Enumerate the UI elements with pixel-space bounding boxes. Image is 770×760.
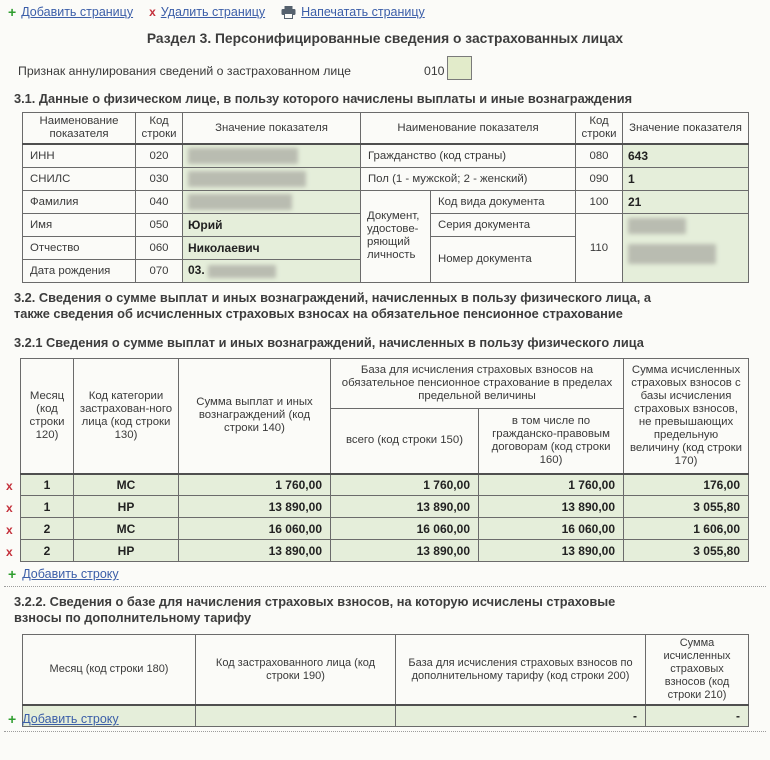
redacted-value bbox=[628, 244, 716, 264]
row-code: 090 bbox=[576, 167, 623, 190]
payments-cell[interactable]: 13 890,00 bbox=[179, 540, 331, 562]
section-3-1-heading: 3.1. Данные о физическом лице, в пользу которого начислены выплаты и иные вознаграждения bbox=[14, 91, 633, 106]
col-header-month: Месяц (код строки 180) bbox=[23, 635, 196, 706]
print-page-button[interactable] bbox=[281, 5, 425, 19]
row-code: 040 bbox=[136, 190, 183, 213]
x-icon: x bbox=[149, 5, 156, 19]
month-cell[interactable]: 1 bbox=[21, 474, 74, 496]
col-header-base: База для исчисления страховых взносов по дополнительному тарифу (код строки 200) bbox=[396, 635, 646, 706]
add-row-button[interactable] bbox=[8, 567, 119, 581]
redacted-value bbox=[188, 194, 292, 210]
category-cell[interactable]: НР bbox=[74, 540, 179, 562]
payments-cell[interactable]: 13 890,00 bbox=[179, 496, 331, 518]
field-label-firstname: Имя bbox=[23, 213, 136, 236]
col-header-person-code: Код застрахованного лица (код строки 190) bbox=[196, 635, 396, 706]
delete-row-icon[interactable]: x bbox=[6, 479, 13, 493]
delete-row-icon[interactable]: x bbox=[6, 545, 13, 559]
section-3-2-2-heading: 3.2.2. Сведения о базе для начисления страховых взносов, на которую исчислены страховые взносы по дополнительному тарифу bbox=[14, 594, 616, 625]
plus-icon: + bbox=[8, 711, 17, 727]
row-code: 060 bbox=[136, 236, 183, 259]
inn-value-field[interactable] bbox=[183, 144, 361, 167]
month-cell[interactable]: 2 bbox=[21, 540, 74, 562]
category-cell[interactable]: МС bbox=[74, 474, 179, 496]
citizenship-value-field[interactable]: 643 bbox=[623, 144, 749, 167]
payments-cell[interactable]: 16 060,00 bbox=[179, 518, 331, 540]
row-code: 030 bbox=[136, 167, 183, 190]
row-code: 110 bbox=[576, 213, 623, 282]
payments-cell[interactable]: 1 760,00 bbox=[179, 474, 331, 496]
col-header-base-civil: в том числе по гражданско-правовым договорам (код строки 160) bbox=[479, 409, 624, 474]
field-label-patronymic: Отчество bbox=[23, 236, 136, 259]
sum-cell[interactable]: - bbox=[646, 705, 749, 726]
col-header: Код строки bbox=[136, 113, 183, 145]
surname-value-field[interactable] bbox=[183, 190, 361, 213]
payments-table bbox=[20, 358, 749, 562]
col-header-base-group: База для исчисления страховых взносов на обязательное пенсионное страхование в пределах предельной величины bbox=[331, 359, 624, 409]
base-civil-cell[interactable]: 16 060,00 bbox=[479, 518, 624, 540]
base-civil-cell[interactable]: 1 760,00 bbox=[479, 474, 624, 496]
base-total-cell[interactable]: 13 890,00 bbox=[331, 496, 479, 518]
snils-value-field[interactable] bbox=[183, 167, 361, 190]
table-row bbox=[21, 496, 749, 518]
section-divider bbox=[4, 731, 766, 732]
field-label-inn: ИНН bbox=[23, 144, 136, 167]
table-row bbox=[21, 518, 749, 540]
col-header: Значение показателя bbox=[183, 113, 361, 145]
add-row-link[interactable]: Добавить строку bbox=[22, 567, 119, 581]
field-label-gender: Пол (1 - мужской; 2 - женский) bbox=[361, 167, 576, 190]
col-header-month: Месяц (код строки 120) bbox=[21, 359, 74, 474]
base-civil-cell[interactable]: 13 890,00 bbox=[479, 496, 624, 518]
delete-page-link[interactable]: Удалить страницу bbox=[160, 5, 266, 19]
redacted-value bbox=[208, 265, 276, 278]
gender-value-field[interactable]: 1 bbox=[623, 167, 749, 190]
field-label-citizenship: Гражданство (код страны) bbox=[361, 144, 576, 167]
table-row bbox=[23, 705, 749, 726]
toolbar bbox=[8, 5, 425, 19]
col-header: Наименование показателя bbox=[23, 113, 136, 145]
row-code: 080 bbox=[576, 144, 623, 167]
section-divider bbox=[4, 586, 766, 587]
annulment-label: Признак аннулирования сведений о застрахованном лице bbox=[18, 64, 352, 78]
table-row bbox=[21, 474, 749, 496]
table-row bbox=[21, 540, 749, 562]
col-header-base-total: всего (код строки 150) bbox=[331, 409, 479, 474]
delete-row-icon[interactable]: x bbox=[6, 523, 13, 537]
base-civil-cell[interactable]: 13 890,00 bbox=[479, 540, 624, 562]
plus-icon: + bbox=[8, 566, 17, 582]
base-total-cell[interactable]: 1 760,00 bbox=[331, 474, 479, 496]
row-code: 070 bbox=[136, 259, 183, 282]
row-code: 100 bbox=[576, 190, 623, 213]
patronymic-value-field[interactable]: Николаевич bbox=[183, 236, 361, 259]
doc-kind-value-field[interactable]: 21 bbox=[623, 190, 749, 213]
annulment-input[interactable] bbox=[447, 56, 472, 80]
print-page-link[interactable]: Напечатать страницу bbox=[301, 5, 425, 19]
section-3-2-1-heading: 3.2.1 Сведения о сумме выплат и иных вознаграждений, начисленных в пользу физического лица bbox=[14, 335, 644, 350]
section-3-2-heading: 3.2. Сведения о сумме выплат и иных вознаграждений, начисленных в пользу физического лица, а также сведения об исчисленных страховых взносах на обязательное пенсионное страхование bbox=[14, 290, 651, 321]
col-header-category: Код категории застрахован-ного лица (код строки 130) bbox=[74, 359, 179, 474]
contributions-cell[interactable]: 176,00 bbox=[624, 474, 749, 496]
field-label-surname: Фамилия bbox=[23, 190, 136, 213]
contributions-cell[interactable]: 3 055,80 bbox=[624, 496, 749, 518]
base-total-cell[interactable]: 16 060,00 bbox=[331, 518, 479, 540]
redacted-value bbox=[188, 148, 298, 164]
document-group-label: Документ, удостове-ряющий личность bbox=[361, 190, 431, 282]
annulment-code: 010 bbox=[424, 64, 445, 78]
contributions-cell[interactable]: 3 055,80 bbox=[624, 540, 749, 562]
field-label-birthdate: Дата рождения bbox=[23, 259, 136, 282]
delete-row-icon[interactable]: x bbox=[6, 501, 13, 515]
personal-data-table bbox=[22, 112, 749, 283]
add-row-button[interactable] bbox=[8, 712, 119, 726]
field-label-snils: СНИЛС bbox=[23, 167, 136, 190]
redacted-value bbox=[628, 218, 686, 234]
field-label-doc-number: Номер документа bbox=[431, 236, 576, 282]
category-cell[interactable]: МС bbox=[74, 518, 179, 540]
doc-series-number-field[interactable] bbox=[623, 213, 749, 282]
row-code: 020 bbox=[136, 144, 183, 167]
field-label-doc-kind: Код вида документа bbox=[431, 190, 576, 213]
person-code-cell[interactable] bbox=[196, 705, 396, 726]
plus-icon: + bbox=[8, 4, 17, 20]
col-header: Значение показателя bbox=[623, 113, 749, 145]
delete-page-button[interactable] bbox=[149, 5, 265, 19]
add-page-button[interactable] bbox=[8, 5, 133, 19]
month-cell[interactable]: 2 bbox=[21, 518, 74, 540]
row-code: 050 bbox=[136, 213, 183, 236]
category-cell[interactable]: НР bbox=[74, 496, 179, 518]
add-page-link[interactable]: Добавить страницу bbox=[21, 5, 134, 19]
col-header-contributions: Сумма исчисленных страховых взносов с базы исчисления страховых взносов, не превышающих предельную величину (код строки 170) bbox=[624, 359, 749, 474]
col-header-payments: Сумма выплат и иных вознаграждений (код строки 140) bbox=[179, 359, 331, 474]
page-title: Раздел 3. Персонифицированные сведения о застрахованных лицах bbox=[146, 31, 624, 46]
firstname-value-field[interactable]: Юрий bbox=[183, 213, 361, 236]
add-row-link[interactable]: Добавить строку bbox=[22, 712, 119, 726]
base-cell[interactable]: - bbox=[396, 705, 646, 726]
base-total-cell[interactable]: 13 890,00 bbox=[331, 540, 479, 562]
col-header: Наименование показателя bbox=[361, 113, 576, 145]
printer-icon bbox=[281, 6, 296, 19]
month-cell[interactable]: 1 bbox=[21, 496, 74, 518]
field-label-doc-series: Серия документа bbox=[431, 213, 576, 236]
col-header-sum: Сумма исчисленных страховых взносов (код строки 210) bbox=[646, 635, 749, 706]
col-header: Код строки bbox=[576, 113, 623, 145]
birthdate-value-field[interactable] bbox=[183, 259, 361, 282]
additional-tariff-table bbox=[22, 634, 749, 727]
redacted-value bbox=[188, 171, 306, 187]
birthdate-partial: 03. bbox=[188, 263, 205, 278]
contributions-cell[interactable]: 1 606,00 bbox=[624, 518, 749, 540]
